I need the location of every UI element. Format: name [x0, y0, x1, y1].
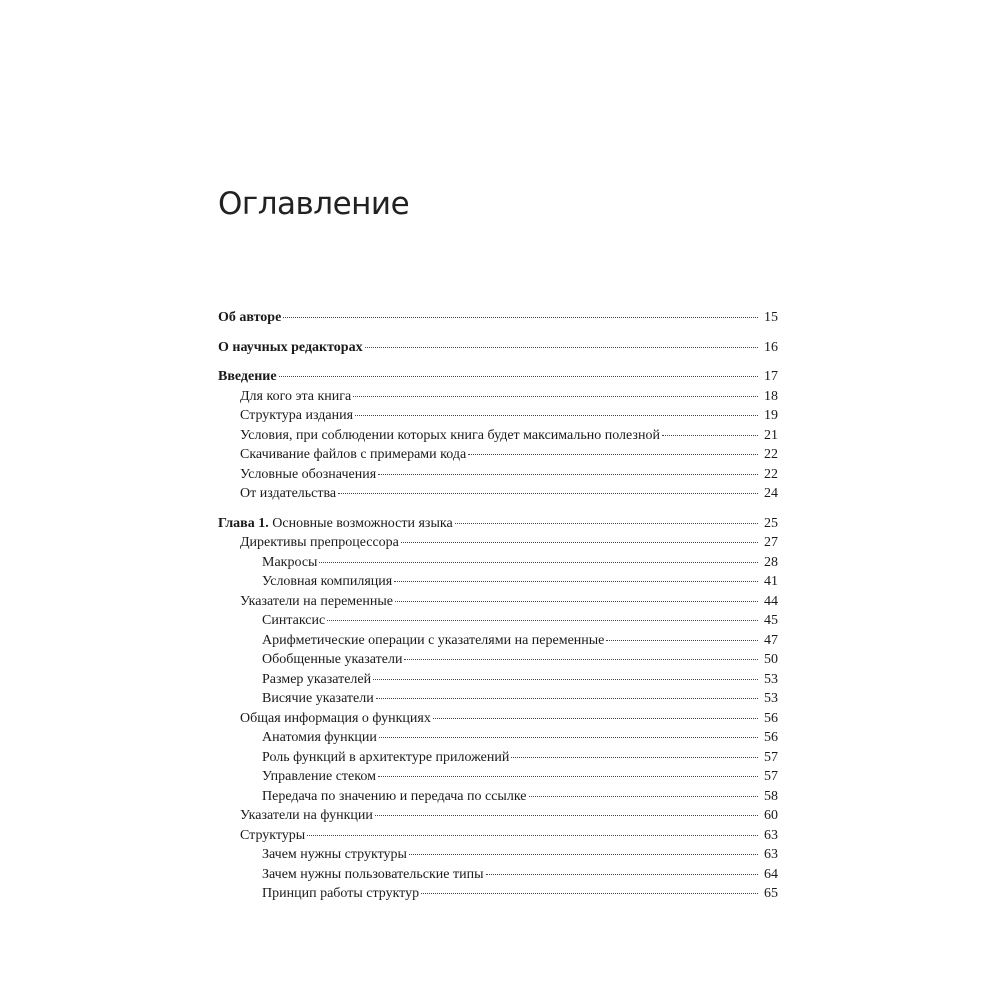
toc-entry[interactable]	[218, 367, 778, 387]
toc-entry-title: Указатели на функции	[240, 808, 373, 823]
toc-entry-page-number: 18	[764, 388, 778, 404]
dot-leader	[279, 376, 758, 377]
dot-leader	[409, 854, 758, 855]
toc-entry[interactable]	[218, 806, 778, 826]
toc-entry[interactable]	[218, 387, 778, 407]
toc-entry-page-number: 28	[764, 554, 778, 570]
toc-entry[interactable]	[218, 865, 778, 885]
dot-leader	[395, 601, 758, 602]
toc-entry-title: Синтаксис	[262, 613, 326, 628]
dot-leader	[365, 347, 758, 348]
toc-entry-title: Принцип работы структур	[262, 886, 420, 901]
toc-entry-title: Зачем нужны структуры	[262, 847, 407, 862]
dot-leader	[455, 523, 758, 524]
toc-entry-title: Анатомия функции	[262, 730, 377, 745]
toc-entry[interactable]	[218, 553, 778, 573]
toc-entry[interactable]	[218, 748, 778, 768]
table-of-contents	[218, 308, 778, 904]
toc-entry[interactable]	[218, 308, 778, 328]
dot-leader	[529, 796, 759, 797]
toc-entry-title: Условия, при соблюдении которых книга будет максимально полезной	[240, 427, 660, 443]
toc-entry[interactable]	[218, 787, 778, 807]
toc-entry-page-number: 50	[764, 652, 778, 667]
toc-entry[interactable]	[218, 484, 778, 504]
dot-leader	[468, 454, 758, 455]
toc-entry-page-number: 58	[764, 788, 778, 804]
toc-entry[interactable]	[218, 845, 778, 865]
toc-entry-title: Введение	[218, 369, 277, 384]
toc-entry[interactable]	[218, 670, 778, 690]
dot-leader	[511, 757, 758, 758]
toc-entry-title: О научных редакторах	[218, 339, 363, 355]
toc-entry-page-number: 57	[764, 769, 778, 784]
toc-entry[interactable]	[218, 826, 778, 846]
toc-entry[interactable]	[218, 445, 778, 465]
toc-entry-page-number: 45	[764, 613, 778, 628]
toc-entry-page-number: 21	[764, 427, 778, 443]
toc-entry[interactable]	[218, 884, 778, 904]
toc-entry[interactable]	[218, 338, 778, 358]
toc-entry-title: Арифметические операции с указателями на переменные	[262, 632, 605, 648]
toc-entry[interactable]	[218, 689, 778, 709]
toc-entry-title: Для кого эта книга	[240, 388, 352, 404]
toc-entry[interactable]	[218, 709, 778, 729]
toc-entry-title: Основные возможности языка	[272, 515, 453, 531]
toc-entry[interactable]	[218, 650, 778, 670]
dot-leader	[662, 435, 758, 436]
toc-entry-title: Об авторе	[218, 310, 282, 325]
toc-entry[interactable]	[218, 514, 778, 534]
toc-entry-title: Директивы препроцессора	[240, 535, 399, 550]
toc-entry-page-number: 60	[764, 808, 778, 823]
dot-leader	[378, 776, 758, 777]
toc-entry[interactable]	[218, 592, 778, 612]
toc-entry-page-number: 63	[764, 827, 778, 843]
toc-entry-page-number: 56	[764, 710, 778, 726]
toc-entry[interactable]	[218, 631, 778, 651]
dot-leader	[401, 542, 758, 543]
dot-leader	[353, 396, 758, 397]
toc-entry-page-number: 19	[764, 408, 778, 423]
toc-entry-title: Размер указателей	[262, 671, 372, 687]
toc-entry-page-number: 41	[764, 574, 778, 589]
toc-entry-title: Висячие указатели	[262, 691, 374, 706]
dot-leader	[375, 815, 758, 816]
toc-entry-title: Обобщенные указатели	[262, 652, 403, 667]
toc-entry-title: Структура издания	[240, 408, 354, 423]
toc-entry-page-number: 17	[764, 369, 778, 384]
toc-entry-page-number: 15	[764, 310, 778, 325]
page-title: Оглавление	[218, 186, 410, 222]
dot-leader	[421, 893, 758, 894]
toc-entry-page-number: 64	[764, 866, 778, 882]
toc-entry-title: Управление стеком	[262, 769, 376, 784]
dot-leader	[404, 659, 758, 660]
toc-entry-title: Общая информация о функциях	[240, 710, 431, 726]
toc-entry-title: Передача по значению и передача по ссылке	[262, 788, 527, 804]
dot-leader	[283, 317, 758, 318]
toc-entry-page-number: 63	[764, 847, 778, 862]
toc-entry[interactable]	[218, 465, 778, 485]
toc-entry-page-number: 24	[764, 486, 778, 501]
toc-entry-title: Условные обозначения	[240, 466, 377, 482]
toc-entry-chapter-label: Глава 1.	[218, 515, 269, 531]
toc-entry[interactable]	[218, 611, 778, 631]
dot-leader	[338, 493, 758, 494]
dot-leader	[433, 718, 758, 719]
dot-leader	[355, 415, 758, 416]
toc-entry-title: Структуры	[240, 827, 306, 843]
toc-entry-title: Скачивание файлов с примерами кода	[240, 447, 467, 462]
dot-leader	[378, 474, 758, 475]
toc-entry[interactable]	[218, 728, 778, 748]
toc-entry-page-number: 27	[764, 535, 778, 550]
dot-leader	[319, 562, 758, 563]
toc-entry-page-number: 56	[764, 730, 778, 745]
toc-entry-page-number: 53	[764, 671, 778, 687]
dot-leader	[373, 679, 758, 680]
toc-entry-page-number: 44	[764, 593, 778, 609]
toc-entry[interactable]	[218, 533, 778, 553]
toc-entry[interactable]	[218, 767, 778, 787]
toc-entry-title: Указатели на переменные	[240, 593, 393, 609]
dot-leader	[486, 874, 759, 875]
toc-entry[interactable]	[218, 426, 778, 446]
toc-entry-title: От издательства	[240, 486, 337, 501]
dot-leader	[376, 698, 758, 699]
toc-entry-page-number: 16	[764, 339, 778, 355]
dot-leader	[379, 737, 758, 738]
dot-leader	[327, 620, 758, 621]
toc-entry-page-number: 25	[764, 515, 778, 531]
toc-entry-title: Условная компиляция	[262, 574, 393, 589]
toc-entry-title: Макросы	[262, 554, 318, 570]
toc-entry-page-number: 53	[764, 691, 778, 706]
dot-leader	[307, 835, 758, 836]
toc-entry[interactable]	[218, 406, 778, 426]
toc-entry-page-number: 57	[764, 749, 778, 765]
toc-entry-title: Роль функций в архитектуре приложений	[262, 749, 510, 765]
dot-leader	[606, 640, 758, 641]
toc-entry[interactable]	[218, 572, 778, 592]
toc-entry-page-number: 22	[764, 447, 778, 462]
toc-entry-page-number: 22	[764, 466, 778, 482]
toc-entry-page-number: 47	[764, 632, 778, 648]
toc-entry-title: Зачем нужны пользовательские типы	[262, 866, 484, 882]
dot-leader	[394, 581, 758, 582]
toc-entry-page-number: 65	[764, 886, 778, 901]
